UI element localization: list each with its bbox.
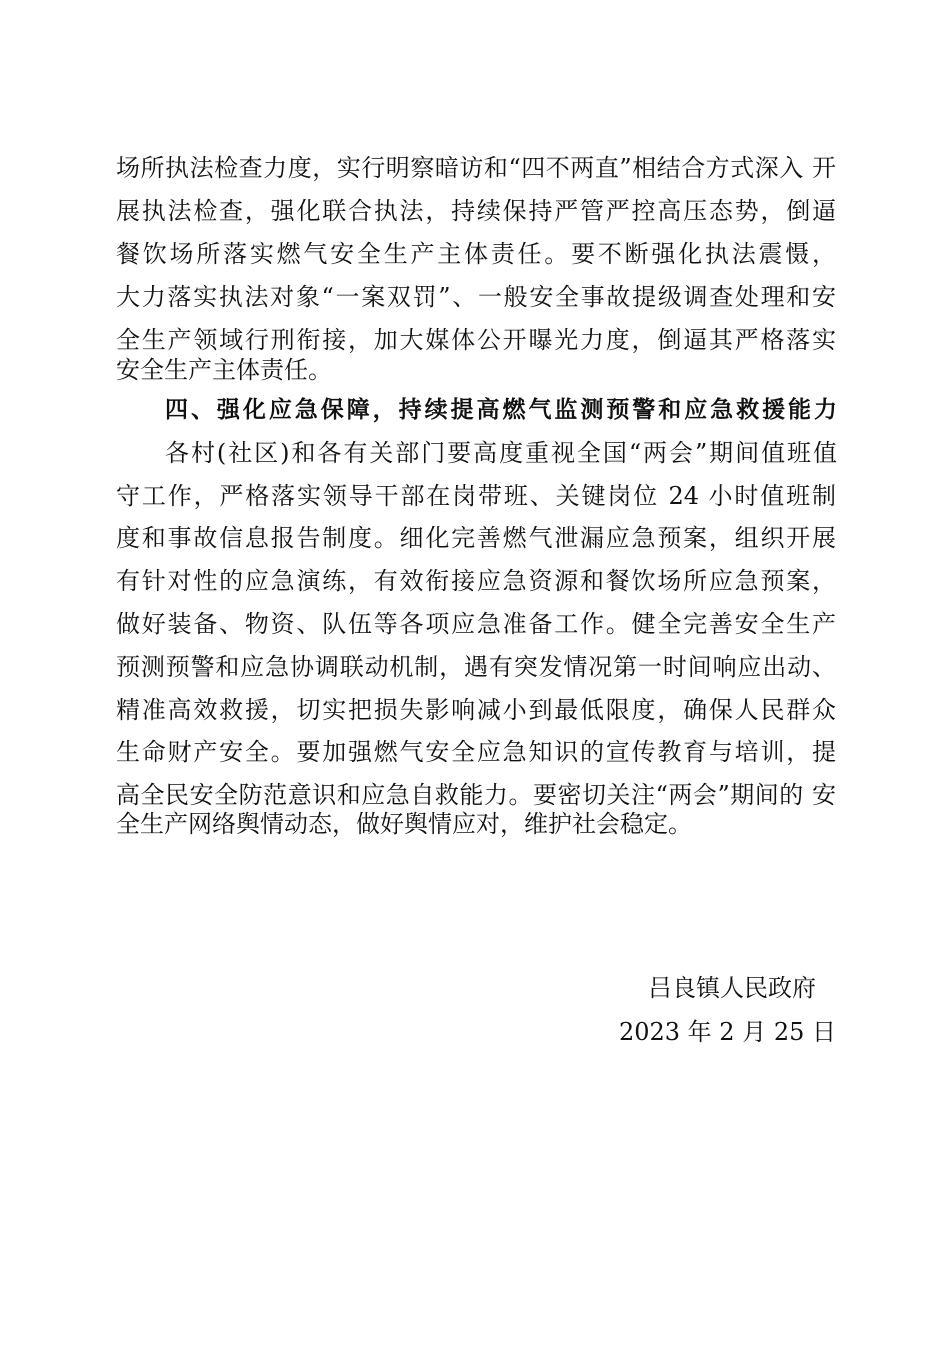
text-line: 全生产领域行刑衔接，加大媒体公开曝光力度，倒逼其严格落实: [116, 326, 836, 354]
text-line: 高全民安全防范意识和应急自救能力。要密切关注“两会”期间的 安: [116, 781, 836, 809]
section-heading: 四、强化应急保障，持续提高燃气监测预警和应急救援能力: [165, 397, 837, 423]
text-line: 度和事故信息报告制度。细化完善燃气泄漏应急预案，组织开展: [116, 524, 836, 552]
text-line: 预测预警和应急协调联动机制，遇有突发情况第一时间响应出动、: [116, 653, 836, 681]
text-line: 安全生产主体责任。: [116, 356, 332, 384]
text-line: 各村(社区)和各有关部门要高度重视全国“两会”期间值班值: [165, 439, 837, 467]
issuer-name: 吕良镇人民政府: [648, 974, 816, 1002]
text-line: 餐饮场所落实燃气安全生产主体责任。要不断强化执法震慑，: [116, 240, 836, 268]
text-line: 全生产网络舆情动态，做好舆情应对，维护社会稳定。: [116, 810, 692, 838]
text-line: 守工作，严格落实领导干部在岗带班、关键岗位 24 小时值班制: [116, 482, 836, 510]
text-line: 有针对性的应急演练，有效衔接应急资源和餐饮场所应急预案，: [116, 567, 836, 595]
text-line: 精准高效救援，切实把损失影响减小到最低限度，确保人民群众: [116, 696, 836, 724]
text-line: 场所执法检查力度，实行明察暗访和“四不两直”相结合方式深入 开: [116, 154, 836, 182]
text-line: 做好装备、物资、队伍等各项应急准备工作。健全完善安全生产: [116, 610, 836, 638]
text-line: 生命财产安全。要加强燃气安全应急知识的宣传教育与培训，提: [116, 738, 836, 766]
issue-date: 2023 年 2 月 25 日: [618, 1018, 836, 1046]
text-line: 大力落实执法对象“一案双罚”、一般安全事故提级调查处理和安: [116, 283, 836, 311]
text-line: 展执法检查，强化联合执法，持续保持严管严控高压态势，倒逼: [116, 197, 836, 225]
